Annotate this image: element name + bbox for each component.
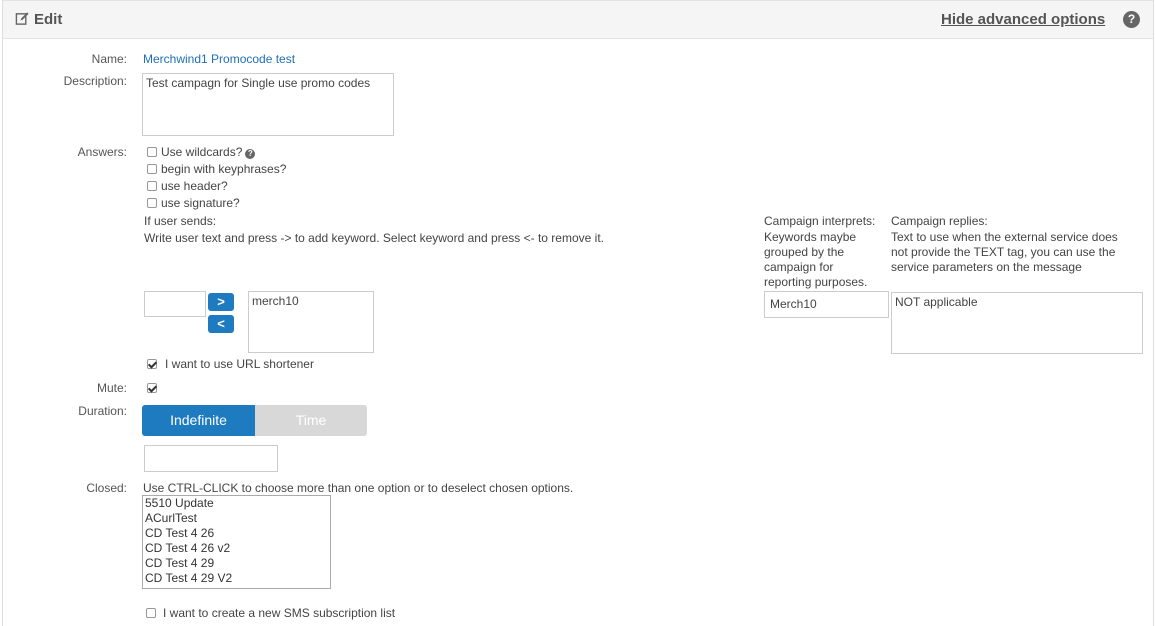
- closed-hint: Use CTRL-CLICK to choose more than one option or to deselect chosen options.: [143, 481, 574, 495]
- description-label: Description:: [63, 74, 127, 88]
- question-icon[interactable]: ?: [245, 149, 255, 159]
- add-keyword-button[interactable]: >: [208, 293, 234, 311]
- answers-label: Answers:: [77, 145, 127, 159]
- campaign-replies-desc: Text to use when the external service does: [891, 230, 1118, 244]
- campaign-interprets-input[interactable]: Merch10: [764, 291, 889, 318]
- closed-option[interactable]: CD Test 4 26 v2: [145, 541, 231, 555]
- closed-option[interactable]: CD Test 4 29 V2: [145, 571, 233, 585]
- use-wildcards-label: Use wildcards?: [161, 145, 243, 159]
- campaign-interprets-desc: reporting purposes.: [764, 275, 868, 289]
- use-signature-checkbox[interactable]: [147, 198, 157, 208]
- sms-subscription-label: I want to create a new SMS subscription list: [163, 606, 396, 620]
- campaign-name-link[interactable]: Merchwind1 Promocode test: [143, 52, 296, 66]
- use-header-label: use header?: [161, 179, 228, 193]
- panel-header: [3, 0, 1153, 39]
- help-icon[interactable]: ?: [1123, 11, 1140, 28]
- mute-checkbox[interactable]: [147, 383, 157, 393]
- closed-option[interactable]: CD Test 4 26: [145, 526, 215, 540]
- use-signature-label: use signature?: [161, 196, 240, 210]
- duration-label: Duration:: [78, 404, 127, 418]
- remove-keyword-button[interactable]: <: [208, 315, 234, 333]
- duration-time-button[interactable]: Time: [255, 405, 367, 436]
- campaign-interprets-title: Campaign interprets:: [764, 214, 876, 228]
- use-wildcards-checkbox[interactable]: [147, 147, 157, 157]
- panel-title-text: Edit: [34, 11, 63, 28]
- begin-with-keyphrases-checkbox[interactable]: [147, 164, 157, 174]
- begin-with-keyphrases-label: begin with keyphrases?: [161, 162, 287, 176]
- use-header-checkbox[interactable]: [147, 181, 157, 191]
- duration-input[interactable]: [144, 445, 278, 472]
- campaign-interprets-desc: campaign for: [764, 260, 834, 274]
- url-shortener-checkbox[interactable]: [147, 359, 157, 369]
- keyword-instructions: Write user text and press -> to add keyword. Select keyword and press <- to remove it.: [144, 231, 604, 245]
- edit-icon: [15, 11, 30, 26]
- duration-toggle: [142, 405, 367, 436]
- campaign-replies-desc: service parameters on the message: [891, 260, 1082, 274]
- if-user-sends-label: If user sends:: [144, 214, 217, 228]
- sms-subscription-checkbox[interactable]: [146, 608, 156, 618]
- hide-advanced-options-link[interactable]: Hide advanced options: [941, 11, 1106, 28]
- name-label: Name:: [91, 52, 127, 66]
- campaign-interprets-desc: Keywords maybe: [764, 230, 857, 244]
- panel-title: [15, 11, 62, 28]
- closed-option[interactable]: 5510 Update: [145, 496, 214, 510]
- keywords-listbox[interactable]: [248, 291, 374, 353]
- campaign-replies-textarea[interactable]: NOT applicable: [891, 292, 1143, 354]
- campaign-replies-desc: not provide the TEXT tag, you can use the: [891, 245, 1116, 259]
- duration-indefinite-button[interactable]: Indefinite: [142, 405, 255, 436]
- keyword-item[interactable]: merch10: [252, 294, 299, 308]
- closed-listbox[interactable]: [142, 495, 331, 589]
- keyword-input[interactable]: [144, 291, 206, 317]
- campaign-interprets-desc: grouped by the: [764, 245, 845, 259]
- closed-label: Closed:: [86, 481, 127, 495]
- closed-option[interactable]: CD Test 4 29: [145, 556, 215, 570]
- mute-label: Mute:: [96, 381, 127, 395]
- use-wildcards-option: [161, 145, 255, 159]
- description-textarea[interactable]: Test campagn for Single use promo codes: [142, 73, 394, 136]
- campaign-replies-title: Campaign replies:: [891, 214, 988, 228]
- closed-option[interactable]: ACurlTest: [145, 511, 198, 525]
- url-shortener-label: I want to use URL shortener: [165, 357, 314, 371]
